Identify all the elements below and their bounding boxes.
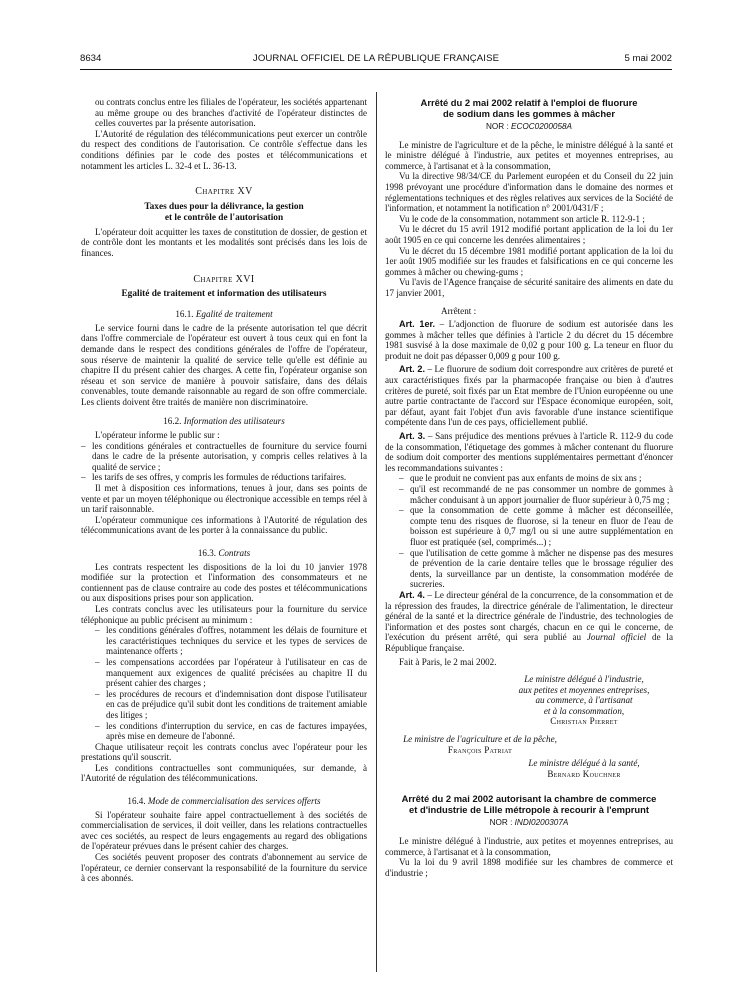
dash-list [385,473,673,590]
paragraph: Chaque utilisateur reçoit les contrats conclus avec l'opérateur pour les prestations qu'il souscrit. [81,741,367,763]
chapter-title-line: et le contrôle de l'autorisation [164,212,284,223]
article-label: Art. 2. [399,364,425,375]
article-text: – Le directeur général de la concurrence, de la consommation et de la répression des fraudes, la directrice générale de l'alimentation, le directeur général de la santé et la directrice générale de l'industrie, des technologies de l'information et des postes sont chargés, chacun en ce qui le concerne, de l'exécution du présent arrêté, qui sera publié au [385,589,673,643]
signature-role: au commerce, à l'artisanat [535,695,633,706]
section-number: 16.1. [175,309,194,320]
paragraph: Vu l'avis de l'Agence française de sécurité sanitaire des aliments en date du 17 janvier 2001, [385,277,673,298]
article-2 [385,364,673,428]
section-title: Contrats [218,548,251,558]
signature-role: Le ministre de l'agriculture et de la pêche, [403,734,557,745]
signature-role: et à la consommation, [543,705,625,716]
article-3 [385,431,673,473]
list-item: – les conditions d'interruption du service, en cas de factures impayées, après mise en demeure de l'abonné. [95,721,367,742]
page-number: 8634 [80,53,102,64]
paragraph: L'opérateur informe le public sur : [95,430,220,441]
section-heading [81,548,367,559]
paragraph: L'opérateur communique ces informations à l'Autorité de régulation des télécommunications avant de les porter à la connaissance du public. [81,514,367,536]
section-number: 16.3. [197,548,217,558]
paragraph: Vu le code de la consommation, notamment son article R. 112-9-1 ; [399,213,645,224]
signature-block [495,758,673,779]
dash-list [81,441,367,483]
decree-title-line: Arrêté du 2 mai 2002 relatif à l'emploi de fluorure [420,97,638,108]
decree-title-line: de sodium dans les gommes à mâcher [443,108,615,119]
paragraph: Le ministre de l'agriculture et de la pêche, le ministre délégué à la santé et le ministre délégué à l'industrie, aux petites et moyennes entreprises, au commerce, à l'artisanat et à la consommation, [385,139,673,171]
signature-role: aux petites et moyennes entreprises, [518,684,650,695]
article-label: Art. 1er. [399,319,436,330]
section-heading [81,416,367,427]
list-item: – qu'il est recommandé de ne pas consommer un nombre de gommes à mâcher conduisant à un apport journalier de fluor supérieur à 0,75 mg ; [399,484,673,505]
article-label: Art. 3. [399,431,426,442]
paragraph: Il met à disposition ces informations, tenues à jour, dans ses points de vente et par un moyen téléphonique ou électronique accessible en temps réel à un tarif raisonnable. [81,483,367,515]
decree-title [385,793,673,815]
nor-reference [385,818,673,829]
signatory-name: Bernard Kouchner [547,768,621,779]
article-1 [385,319,673,361]
article-text: – Sans préjudice des mentions prévues à l'article R. 112-9 du code de la consommation, l'étiquetage des gommes à mâcher contenant du fluorure de sodium doit comporter des mentions supplémentaires permettant d'énoncer les recommandations suivantes : [385,431,673,473]
paragraph: Le ministre délégué à l'industrie, aux petites et moyennes entreprises, au commerce, à l'artisanat et à la consommation, [385,836,673,857]
fait-a-paris: Fait à Paris, le 2 mai 2002. [399,656,497,667]
paragraph: L'opérateur doit acquitter les taxes de constitution de dossier, de gestion et de contrôle dont les montants et les modalités sont précisés dans les lois de finances. [81,226,367,258]
left-column [81,97,367,884]
list-item: – que la consommation de cette gomme à mâcher est déconseillée, compte tenu des risques de fluorose, si la teneur en fluor de l'eau de boisson est supérieure à 0,7 mg/l ou si une autre supplémentation en fluor est pratiquée (sel, comprimés...) ; [399,505,673,547]
column-divider [376,92,377,972]
article-text: – L'adjonction de fluorure de sodium est autorisée dans les gommes à mâcher telles que définies à l'article 2 du décret du 15 décembre 1981 susvisé à la dose maximale de 0,02 g pour 100 g. La teneur en fluor du produit ne doit pas dépasser 0,009 g pour 100 g. [385,319,673,361]
section-number: 16.2. [163,416,182,427]
list-item: – les conditions générales et contractuelles de fourniture du service fourni dans le cadre de la présente autorisation, y compris celles relatives à la qualité de service ; [81,441,367,473]
journal-title: JOURNAL OFFICIEL DE LA RÉPUBLIQUE FRANÇAISE [252,53,500,64]
list-item: – les conditions générales d'offres, notamment les délais de fourniture et les caractéristiques techniques du service et les types de services de maintenance offerts ; [95,625,367,657]
header-rule [80,69,672,70]
list-item: – les procédures de recours et d'indemnisation dont dispose l'utilisateur en cas de préjudice qu'il subit dont les conditions de traitement amiable des litiges ; [95,689,367,721]
paragraph: Vu la loi du 9 avril 1898 modifiée sur les chambres de commerce et d'industrie ; [385,857,673,878]
chapter-title-line: Taxes dues pour la délivrance, la gestion [144,201,304,212]
list-item: – que l'utilisation de cette gomme à mâcher ne dispense pas des mesures de prévention de la carie dentaire telles que le brossage régulier des dents, la surveillance par un dentiste, la consommation modérée de sucreries. [399,548,673,590]
paragraph: Vu le décret du 15 avril 1912 modifié portant application de la loi du 1er août 1905 en ce qui concerne les denrées alimentaires ; [385,224,673,245]
paragraph: Vu la directive 98/34/CE du Parlement européen et du Conseil du 22 juin 1998 prévoyant une procédure d'information dans le domaine des normes et réglementations techniques et des règles relatives aux services de la Société de l'information, et notamment la notification n° 2001/0431/F ; [385,171,673,214]
chapter-title: Egalité de traitement et information des utilisateurs [121,289,327,300]
paragraph: Les conditions contractuelles sont communiquées, sur demande, à l'Autorité de régulation des télécommunications. [81,762,367,784]
chapter-title [81,202,367,224]
paragraph: L'Autorité de régulation des télécommunications peut exercer un contrôle du respect des conditions de l'autorisation. Ce contrôle s'effectue dans les conditions définies par le code des postes et télécommunications et notamment les articles L. 32-4 et L. 36-13. [81,128,367,171]
page-header [80,45,672,65]
signature-block [385,734,575,755]
journal-name: Journal officiel [586,632,647,643]
paragraph: Les contrats conclus avec les utilisateurs pour la fourniture du service téléphonique au public précisent au minimum : [81,603,367,625]
issue-date: 5 mai 2002 [624,53,672,64]
decree-title-line: Arrêté du 2 mai 2002 autorisant la chambre de commerce [401,793,657,805]
arretent: Arrêtent : [441,305,477,316]
nor-reference [385,122,673,133]
nor-code: INDI0200307A [514,818,569,828]
paragraph: Si l'opérateur souhaite faire appel contractuellement à des sociétés de commercialisation de services, il doit veiller, dans les relations contractuelles avec ces sociétés, au respect de leurs engagements au regard des obligations de l'opérateur prévues dans le présent cahier des charges. [81,809,367,852]
section-title: Egalité de traitement [195,309,273,320]
paragraph: Ces sociétés peuvent proposer des contrats d'abonnement au service de l'opérateur, ce dernier conservant la responsabilité de la fourniture du service à ces abonnés. [81,852,367,884]
section-number: 16.4. [127,796,146,807]
article-4 [385,590,673,654]
chapter-label: Chapitre XVI [193,273,255,285]
section-title: Information des utilisateurs [183,416,285,427]
paragraph: Les contrats respectent les dispositions de la loi du 10 janvier 1978 modifiée sur la protection et l'information des consommateurs et ne contiennent pas de clause contraire au code des postes et télécommunications ou aux dispositions prises pour son application. [81,561,367,604]
signature-block [495,674,673,727]
list-item: – que le produit ne convient pas aux enfants de moins de six ans ; [399,473,673,484]
nor-label: NOR : [485,122,509,131]
decree-title [385,97,673,119]
list-item: – les compensations accordées par l'opérateur à l'utilisateur en cas de manquement aux exigences de qualité précisées au chapitre II du présent cahier des charges ; [95,657,367,689]
article-text: – Le fluorure de sodium doit correspondre aux critères de pureté et aux caractéristiques fixés par la pharmacopée française ou bien à d'autres critères de pureté, soit fixés par un Etat membre de l'Union européenne ou une autre partie contractante de l'accord sur l'Espace économique européen, soit, par défaut, ayant fait l'objet d'un avis favorable d'une instance scientifique compétente dans l'un de ces pays, officiellement publié. [385,364,673,428]
list-item: – les tarifs de ses offres, y compris les formules de réductions tarifaires. [81,472,367,483]
article-label: Art. 4. [399,589,425,600]
paragraph: Le service fourni dans le cadre de la présente autorisation tel que décrit dans l'offre commerciale de l'opérateur est ouvert à tous ceux qui en font la demande dans le respect des conditions générales de l'offre de l'opérateur, sous réserve de maintenir la qualité de service telle qu'elle est définie au chapitre II du présent cahier des charges. A cette fin, l'opérateur organise son réseau et son service de manière à pouvoir satisfaire, dans des délais convenables, toute demande raisonnable au regard de son offre commerciale. Les clients doivent être traités de manière non discriminatoire. [81,322,367,407]
decree-title-line: et d'industrie de Lille métropole à recourir à l'emprunt [409,804,649,816]
dash-list [81,625,367,742]
section-heading [81,309,367,320]
section-heading [81,796,367,807]
article-text-end: de la République française. [385,632,673,653]
signatory-name: François Patriat [447,744,513,755]
paragraph: Vu le décret du 15 décembre 1981 modifié portant application de la loi du 1er août 1905 modifiée sur les fraudes et falsifications en ce qui concerne les gommes à mâcher ou chewing-gums ; [385,245,673,277]
signature-role: Le ministre délégué à l'industrie, [524,674,644,685]
signatory-name: Christian Pierret [550,716,618,727]
section-title: Mode de commercialisation des services offerts [147,796,321,807]
paragraph: ou contrats conclus entre les filiales de l'opérateur, les sociétés appartenant au même groupe ou des branches d'activité de l'opérateur distinctes de celles couvertes par la présente autorisation. [95,97,367,129]
nor-label: NOR : [489,818,513,828]
chapter-label: Chapitre XV [195,186,253,198]
signature-role: Le ministre délégué à la santé, [528,758,640,769]
right-column [385,97,673,878]
nor-code: ECOC0200058A [511,122,573,131]
